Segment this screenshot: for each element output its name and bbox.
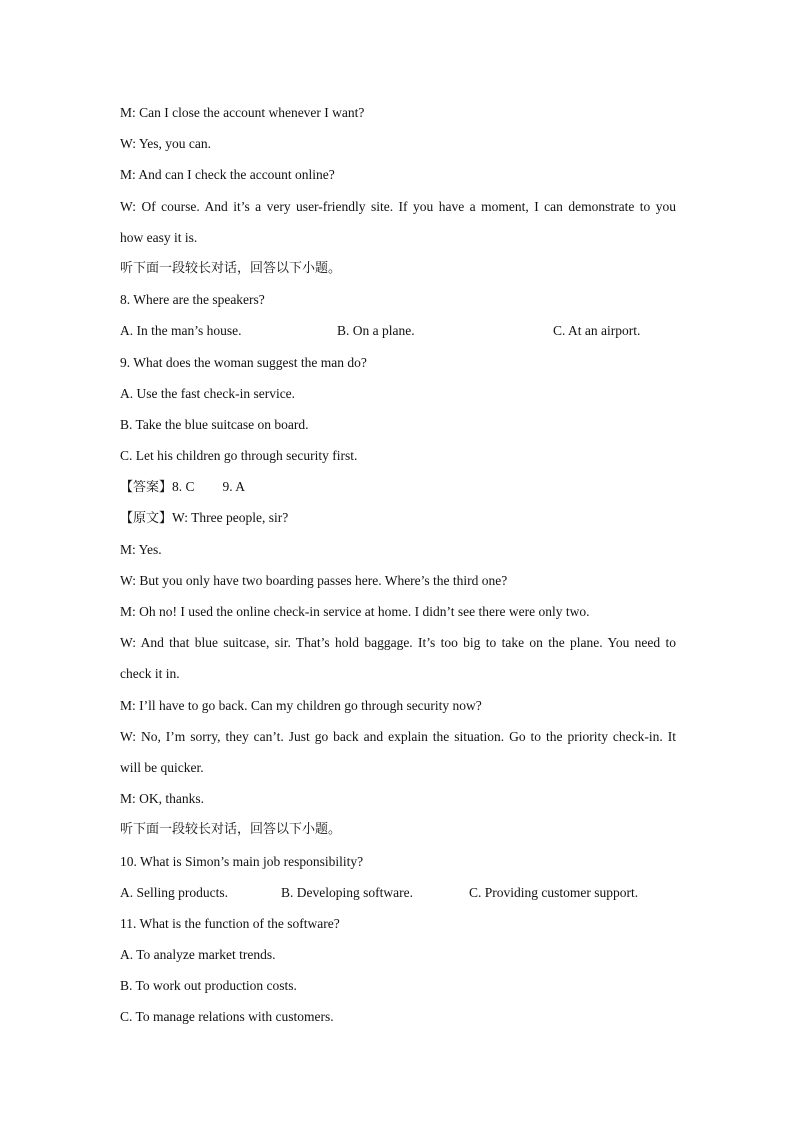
option-c: C. Providing customer support. [469,884,639,900]
question-8-options [120,315,676,346]
question-10-options [120,877,676,908]
option-a: A. To analyze market trends. [120,947,276,963]
dialogue-line: M: Can I close the account whenever I want? [120,105,365,120]
dialogue-line: W: Of course. And it’s a very user-friendly site. If you have a moment, I can demonstrate to you [120,198,676,214]
question-11: 11. What is the function of the software? [120,915,340,931]
transcript-line: check it in. [120,666,180,682]
option-b: B. To work out production costs. [120,978,297,994]
document-page [120,97,676,1033]
option-a: A. Use the fast check-in service. [120,385,296,401]
section-instruction: 听下面一段较长对话，回答以下小题。 [120,822,342,838]
option-c: C. At an airport. [553,323,641,339]
dialogue-line: W: Yes, you can. [120,136,211,152]
answer-line [120,471,676,502]
answer-label: 【答案】 [120,480,173,496]
transcript-line: W: But you only have two boarding passes here. Where’s the third one? [120,572,508,588]
option-b: B. Developing software. [281,884,413,900]
answer-8: 8. C [172,479,195,495]
transcript-line [120,502,676,533]
option-b: B. Take the blue suitcase on board. [120,416,309,432]
question-8: 8. Where are the speakers? [120,292,265,308]
transcript-line: W: No, I’m sorry, they can’t. Just go back and explain the situation. Go to the priority check-in. It [120,728,676,744]
dialogue-line: M: And can I check the account online? [120,167,335,183]
option-c: C. Let his children go through security first. [120,448,358,464]
option-b: B. On a plane. [337,323,415,339]
transcript-line: M: OK, thanks. [120,791,204,807]
transcript-label: 【原文】 [120,511,173,527]
transcript-line: M: Oh no! I used the online check-in service at home. I didn’t see there were only two. [120,604,590,619]
transcript-line: M: Yes. [120,541,162,557]
answer-9: 9. A [222,479,246,495]
dialogue-line: how easy it is. [120,229,198,245]
option-a: A. In the man’s house. [120,323,242,339]
transcript-text: W: Three people, sir? [172,510,289,526]
question-9: 9. What does the woman suggest the man do? [120,354,367,370]
section-instruction: 听下面一段较长对话，回答以下小题。 [120,260,342,276]
transcript-line: M: I’ll have to go back. Can my children go through security now? [120,697,482,713]
transcript-line: will be quicker. [120,759,204,775]
option-c: C. To manage relations with customers. [120,1009,334,1025]
option-a: A. Selling products. [120,884,228,900]
question-10: 10. What is Simon’s main job responsibility? [120,853,364,869]
transcript-line: W: And that blue suitcase, sir. That’s hold baggage. It’s too big to take on the plane. You need to [120,635,676,651]
